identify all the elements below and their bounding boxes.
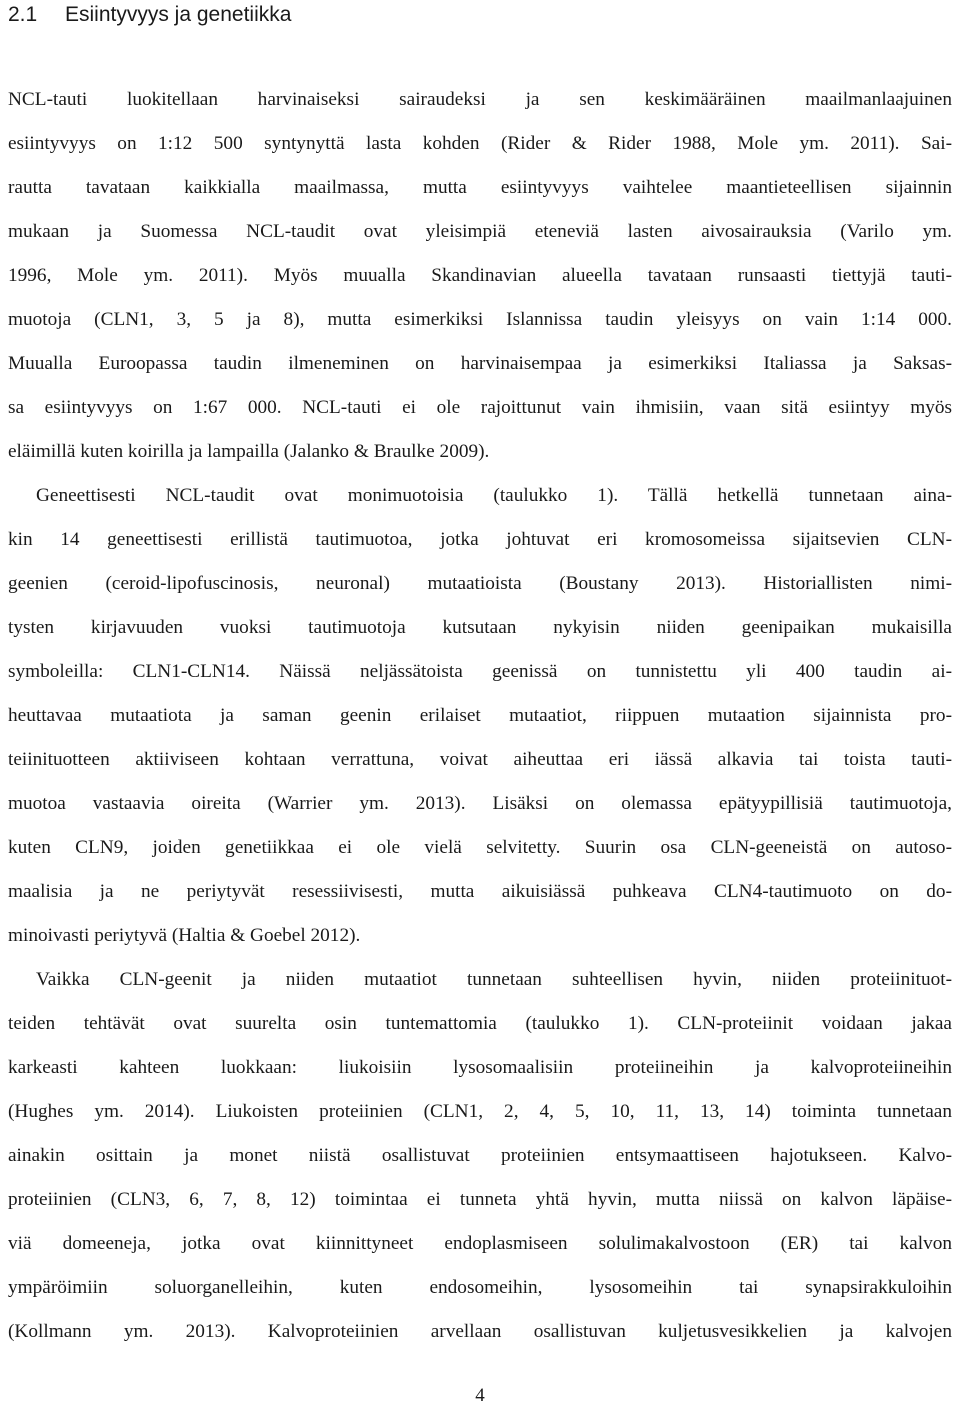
text-line: rautta tavataan kaikkialla maailmassa, mutta esiintyvyys vaihtelee maantieteellisen sijainnin xyxy=(8,177,952,198)
text-line: (Kollmann ym. 2013). Kalvoproteiinien arvellaan osallistuvan kuljetusvesikkelien ja kalvojen xyxy=(8,1321,952,1342)
page-number: 4 xyxy=(475,1385,485,1406)
text-line: kuten CLN9, joiden genetiikkaa ei ole vielä selvitetty. Suurin osa CLN-geeneistä on autoso- xyxy=(8,837,952,858)
text-line: maalisia ja ne periytyvät resessiivisesti, mutta aikuisiässä puhkeava CLN4-tautimuoto on do- xyxy=(8,881,952,902)
text-line: muotoa vastaavia oireita (Warrier ym. 2013). Lisäksi on olemassa epätyypillisiä tautimuotoja, xyxy=(8,793,952,814)
text-line: mukaan ja Suomessa NCL-taudit ovat yleisimpiä eteneviä lasten aivosairauksia (Varilo ym. xyxy=(8,221,952,242)
text-line: Vaikka CLN-geenit ja niiden mutaatiot tunnetaan suhteellisen hyvin, niiden proteiinituot- xyxy=(36,969,952,990)
text-line: ainakin osittain ja monet niistä osallistuvat proteiinien entsymaattiseen hajotukseen. Kalvo- xyxy=(8,1145,952,1166)
text-line: teiden tehtävät ovat suurelta osin tuntemattomia (taulukko 1). CLN-proteiinit voidaan jakaa xyxy=(8,1013,952,1034)
text-line: proteiinien (CLN3, 6, 7, 8, 12) toimintaa ei tunneta yhtä hyvin, mutta niissä on kalvon läpäise- xyxy=(8,1189,952,1210)
section-number: 2.1 xyxy=(8,3,38,26)
text-line: heuttavaa mutaatiota ja saman geenin erilaiset mutaatiot, riippuen mutaation sijainnista pro- xyxy=(8,705,952,726)
text-line: muotoja (CLN1, 3, 5 ja 8), mutta esimerkiksi Islannissa taudin yleisyys on vain 1:14 000. xyxy=(8,309,952,330)
text-line: eläimillä kuten koirilla ja lampailla (Jalanko & Braulke 2009). xyxy=(8,441,490,462)
text-line: (Hughes ym. 2014). Liukoisten proteiinien (CLN1, 2, 4, 5, 10, 11, 13, 14) toiminta tunnetaan xyxy=(8,1101,952,1122)
text-line: 1996, Mole ym. 2011). Myös muualla Skandinavian alueella tavataan runsaasti tiettyjä tauti- xyxy=(8,265,952,286)
text-line: sa esiintyvyys on 1:67 000. NCL-tauti ei ole rajoittunut vain ihmisiin, vaan sitä esiintyy myös xyxy=(8,397,952,418)
text-line: tysten kirjavuuden vuoksi tautimuotoja kutsutaan nykyisin niiden geenipaikan mukaisilla xyxy=(8,617,952,638)
text-line: NCL-tauti luokitellaan harvinaiseksi sairaudeksi ja sen keskimääräinen maailmanlaajuinen xyxy=(8,89,952,110)
text-line: esiintyvyys on 1:12 500 syntynyttä lasta kohden (Rider & Rider 1988, Mole ym. 2011). Sai- xyxy=(8,133,952,154)
text-line: geenien (ceroid-lipofuscinosis, neuronal) mutaatioista (Boustany 2013). Historiallisten nimi- xyxy=(8,573,952,594)
section-heading xyxy=(8,2,291,28)
text-line: karkeasti kahteen luokkaan: liukoisiin lysosomaalisiin proteiineihin ja kalvoproteiineihin xyxy=(8,1057,952,1078)
text-line: Muualla Euroopassa taudin ilmeneminen on harvinaisempaa ja esimerkiksi Italiassa ja Saksas- xyxy=(8,353,952,374)
text-line: viä domeeneja, jotka ovat kiinnittyneet endoplasmiseen solulimakalvostoon (ER) tai kalvon xyxy=(8,1233,952,1254)
text-line: teiinituotteen aktiiviseen kohtaan verrattuna, voivat aiheuttaa eri iässä alkavia tai toista tauti- xyxy=(8,749,952,770)
text-line: ympäröimiin soluorganelleihin, kuten endosomeihin, lysosomeihin tai synapsirakkuloihin xyxy=(8,1277,952,1298)
text-line: minoivasti periytyvä (Haltia & Goebel 2012). xyxy=(8,925,361,946)
text-line: symboleilla: CLN1-CLN14. Näissä neljässätoista geenissä on tunnistettu yli 400 taudin ai- xyxy=(8,661,952,682)
text-line: kin 14 geneettisesti erillistä tautimuotoa, jotka johtuvat eri kromosomeissa sijaitsevien CLN- xyxy=(8,529,952,550)
section-title: Esiintyvyys ja genetiikka xyxy=(65,3,292,26)
text-line: Geneettisesti NCL-taudit ovat monimuotoisia (taulukko 1). Tällä hetkellä tunnetaan aina- xyxy=(36,485,952,506)
